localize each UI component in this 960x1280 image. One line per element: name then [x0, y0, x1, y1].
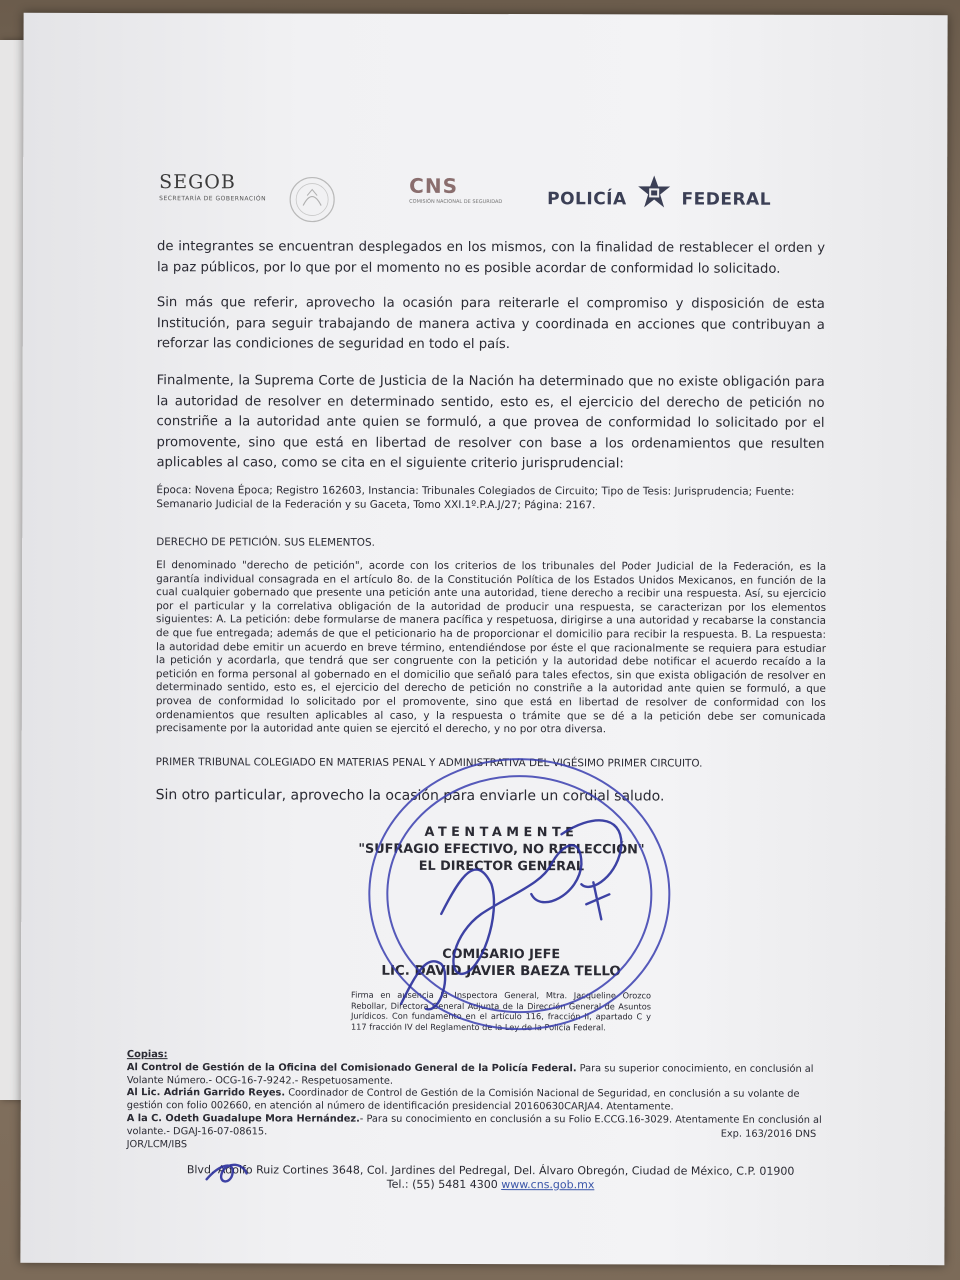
segob-logo-text: SEGOB: [159, 171, 236, 194]
document-page: [20, 13, 947, 1265]
paragraph-3: Finalmente, la Suprema Corte de Justicia de la Nación ha determinado que no existe obligación para la autoridad de resolver en determinado sentido, esto es, el ejercicio del derecho de petición no constriñe a la autoridad ante quien se formuló, a que provea de conformidad lo solicitado por el promovente, sino que está en libertad de resolver con base a los ordenamientos que resulten aplicables al caso, como se cita en el siguiente criterio jurisprudencial:: [156, 373, 825, 472]
cns-logo-text: CNS: [409, 173, 459, 198]
citation-text: Época: Novena Época; Registro 162603, Instancia: Tribunales Colegiados de Circuito; Tipo de Tesis: Jurisprudencia; Fuente: Semanario Judicial de la Federación y su Gaceta, Tomo XXI.1º.P.A.J/27; Página: 2167.: [156, 484, 795, 512]
footer: [171, 1163, 811, 1193]
paragraph-2: Sin más que referir, aprovecho la ocasión para reiterarle el compromiso y disposición de esta Institución, para seguir trabajando de manera activa y coordinada en acciones que contribuyan a reforzar las condiciones de seguridad en todo el país.: [156, 295, 825, 353]
signer-block: [321, 946, 681, 981]
file-number: Exp. 163/2016 DNS: [720, 1128, 817, 1140]
cns-logo-subtitle: COMISIÓN NACIONAL DE SEGURIDAD: [409, 198, 503, 206]
signature-stroke-4: [586, 882, 609, 919]
footer-phone: Tel.: (55) 5481 4300: [386, 1177, 498, 1192]
footer-website-link[interactable]: www.cns.gob.mx: [501, 1178, 595, 1192]
director-role: EL DIRECTOR GENERAL: [418, 858, 585, 875]
copy-3-recipient: A la C. Odeth Guadalupe Mora Hernández.: [126, 1113, 360, 1125]
cns-logo: [409, 174, 509, 205]
mexico-seal-icon: [285, 173, 339, 225]
copy-3-text: - Para su conocimiento en conclusión a su Folio E.CCG.16-3029. Atentamente En conclusión al volante.- DGAJ-16-07-08615.: [126, 1113, 822, 1138]
court-name: PRIMER TRIBUNAL COLEGIADO EN MATERIAS PENAL Y ADMINISTRATIVA DEL VIGÉSIMO PRIMER CIRCUITO.: [155, 756, 703, 770]
pf-logo-right-text: FEDERAL: [681, 189, 772, 210]
policia-federal-logo: [547, 184, 771, 215]
footer-address: Blvd. Adolfo Ruiz Cortines 3648, Col. Jardines del Pedregal, Del. Álvaro Obregón, Ciudad de México, C.P. 01900: [186, 1163, 795, 1178]
closing-line: Sin otro particular, aprovecho la ocasión para enviarle un cordial saludo.: [155, 787, 665, 805]
copies-heading: Copias:: [126, 1049, 168, 1061]
paragraph-1: de integrantes se encuentran desplegados en los mismos, con la finalidad de restablecer el orden y la paz públicos, por lo que por el momento no es posible acordar de conformidad lo solicitado.: [156, 239, 826, 277]
thesis-text: El denominado "derecho de petición", acorde con los criterios de los tribunales del Poder Judicial de la Federación, es la garantía individual consagrada en el artículo 8o. de la Constitución Política de los Estados Unidos Mexicanos, en función de la cual cualquier gobernado que presente una petición ante una autoridad, tiene derecho a recibir una respuesta. Así, su ejercicio por el particular y la correlativa obligación de la autoridad de producir una respuesta, se caracterizan por los elementos siguientes: A. La petición: debe formularse de manera pacífica y respetuosa, dirigirse a una autoridad y recabarse la constancia de que fue entregada; además de que el peticionario ha de proporcionar el domicilio para recibir la respuesta. B. La respuesta: la autoridad debe emitir un acuerdo en breve término, entendiéndose por éste el que racionalmente se requiera para estudiar la petición y acordarla, que tendrá que ser congruente con la petición y la autoridad debe notificar el acuerdo recaído a la petición en forma personal al gobernado en el domicilio que señaló para tales efectos, sin que exista obligación de resolver en determinado sentido, esto es, el ejercicio del derecho de petición no constriñe a la autoridad ante quien se formuló, a que provea de conformidad lo solicitado por el promovente, sino que está en libertad de resolver de conformidad con los ordenamientos que resulten aplicables al caso, y la respuesta o trámite que se dé a la petición debe ser comunicada precisamente por la autoridad ante quien se ejercitó el derecho, y no por otra diversa.: [155, 559, 827, 736]
segob-logo-subtitle: SECRETARÍA DE GOBERNACIÓN: [159, 195, 267, 203]
footer-contact: [171, 1177, 811, 1193]
copy-recipient-2: [127, 1087, 827, 1114]
absence-note: Firma en ausencia la Inspectora General, Mtra. Jacqueline Orozco Rebollar, Directora General Adjunta de la Dirección General de Asuntos Jurídicos. Con fundamento en el artículo 116, fracción II, apartado C y 117 fracción IV del Reglamento de la Ley de la Policía Federal.: [350, 989, 652, 1032]
thesis-title: DERECHO DE PETICIÓN. SUS ELEMENTOS.: [156, 536, 375, 549]
segob-logo: [159, 171, 279, 202]
signature-block: [321, 824, 681, 876]
initials: JOR/LCM/IBS: [126, 1138, 188, 1150]
atentamente-text: ATENTAMENTE: [424, 824, 579, 841]
copy-1-text: Para su superior conocimiento, en conclusión al Volante Número.- OCG-16-7-9242.- Respetuosamente.: [126, 1063, 814, 1087]
copy-2-text: Coordinador de Control de Gestión de la Comisión Nacional de Seguridad, en conclusión a su volante de gestión con folio 002660, en atención al número de identificación presidencial 20160630CARJA4. Atentamente.: [126, 1087, 800, 1113]
copy-2-recipient: Al Lic. Adrián Garrido Reyes.: [126, 1087, 286, 1099]
copy-1-recipient: Al Control de Gestión de la Oficina del Comisionado General de la Policía Federal.: [126, 1061, 577, 1075]
signer-rank: COMISARIO JEFE: [442, 946, 561, 963]
motto-text: "SUFRAGIO EFECTIVO, NO REELECCIÓN": [358, 841, 645, 858]
pf-logo-left-text: POLICÍA: [547, 189, 627, 210]
signer-name: LIC. DAVID JAVIER BAEZA TELLO: [381, 963, 621, 980]
copy-recipient-1: [127, 1062, 827, 1089]
police-star-icon: [636, 174, 672, 214]
